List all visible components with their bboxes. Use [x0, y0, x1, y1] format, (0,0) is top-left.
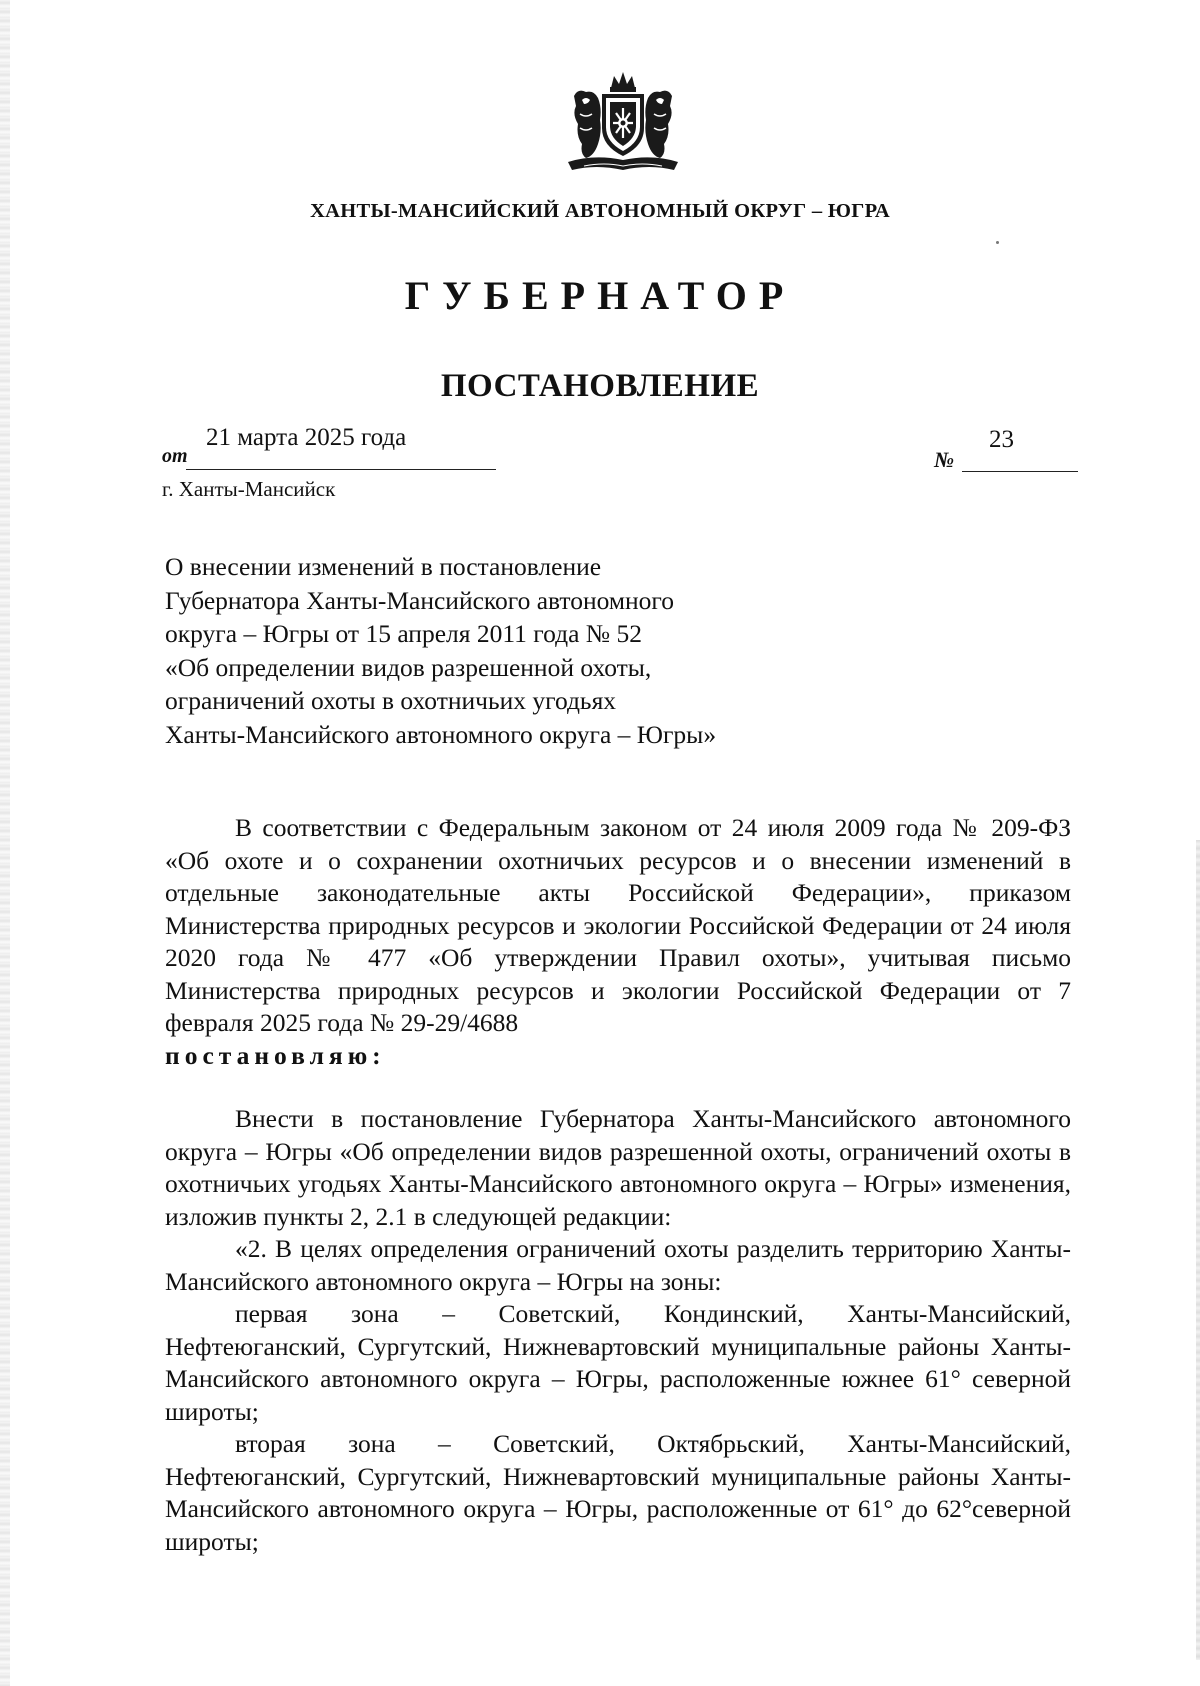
document-date: 21 марта 2025 года	[206, 424, 407, 451]
date-underline	[186, 469, 496, 470]
subject-line: О внесении изменений в постановление	[165, 552, 602, 581]
document-type-title: ПОСТАНОВЛЕНИЕ	[440, 368, 760, 404]
governor-heading: ГУБЕРНАТОР	[404, 273, 796, 318]
subject-line: округа – Югры от 15 апреля 2011 года № 52	[165, 619, 642, 648]
number-underline	[962, 471, 1078, 472]
scan-speck	[996, 241, 999, 244]
consideration-text: В соответствии с Федеральным законом от 24 июля 2009 года № 209-ФЗ «Об охоте и о сохранении охотничьих ресурсов и о внесении изменений в отдельные законодательные акты Российской Федерации», приказом Министерства природных ресурсов и экологии Российской Федерации от 24 июля 2020 года № 477 «Об утверждении Правил охоты», учитывая письмо Министерства природных ресурсов и экологии Российской Федерации от 7 февраля 2025 года № 29-29/4688	[165, 813, 1071, 1037]
number-prefix: №	[934, 447, 955, 472]
subject-line: Ханты-Мансийского автономного округа – Югры»	[165, 719, 717, 749]
consideration-paragraph	[165, 812, 1071, 1072]
subject-line: «Об определении видов разрешенной охоты,	[165, 652, 652, 682]
document-city: г. Ханты-Мансийск	[162, 477, 336, 501]
resolve-word: постановляю:	[165, 1040, 386, 1070]
body-paragraph: первая зона – Советский, Кондинский, Ханты-Мансийский, Нефтеюганский, Сургутский, Нижневартовский муниципальные районы Ханты-Мансийского автономного округа – Югры, расположенные южнее 61° северной широты;	[165, 1299, 1071, 1426]
body-paragraph: Внести в постановление Губернатора Ханты-Мансийского автономного округа – Югры «Об определении видов разрешенной охоты, ограничений охоты в охотничьих угодьях Ханты-Мансийского автономного округа – Югры» изменения, изложив пункты 2, 2.1 в следующей редакции:	[165, 1104, 1071, 1231]
region-heading: ХАНТЫ-МАНСИЙСКИЙ АВТОНОМНЫЙ ОКРУГ – ЮГРА	[310, 200, 890, 222]
body-paragraph: «2. В целях определения ограничений охоты разделить территорию Ханты-Мансийского автономного округа – Югры на зоны:	[165, 1234, 1071, 1296]
coat-of-arms-emblem-icon	[564, 66, 682, 178]
date-prefix: от	[162, 445, 188, 467]
scan-edge-left	[0, 0, 10, 1686]
resolution-body	[165, 1103, 1071, 1558]
document-subject	[165, 550, 865, 751]
document-number: 23	[989, 426, 1014, 453]
scan-edge-right	[1196, 840, 1200, 1660]
subject-line: ограничений охоты в охотничьих угодьях	[165, 686, 617, 715]
body-paragraph: вторая зона – Советский, Октябрьский, Ханты-Мансийский, Нефтеюганский, Сургутский, Нижневартовский муниципальные районы Ханты-Мансийского автономного округа – Югры, расположенные от 61° до 62°северной широты;	[165, 1429, 1071, 1556]
subject-line: Губернатора Ханты-Мансийского автономного	[165, 585, 675, 615]
